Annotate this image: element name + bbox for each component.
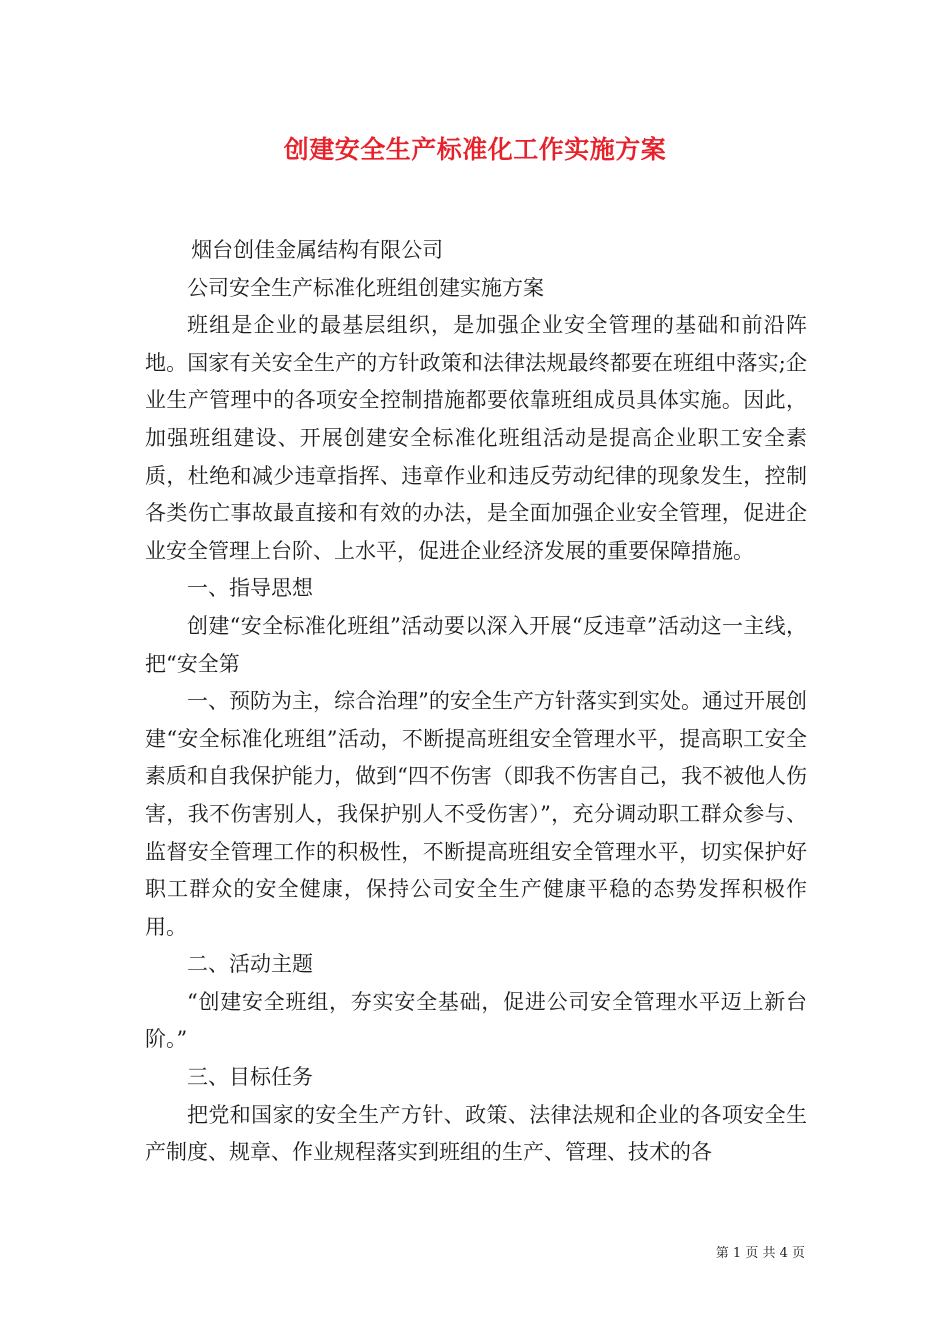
activity-theme-paragraph: “创建安全班组，夯实安全基础，促进公司安全管理水平迈上新台阶。” <box>145 989 807 1052</box>
guiding-ideology-paragraph-1: 创建“安全标准化班组”活动要以深入开展“反违章”活动这一主线，把“安全第 <box>145 613 807 676</box>
section-heading-activity-theme: 二、活动主题 <box>187 952 313 977</box>
section-heading-guiding-ideology: 一、指导思想 <box>187 576 313 601</box>
plan-subtitle: 公司安全生产标准化班组创建实施方案 <box>187 275 544 300</box>
section-heading-goals: 三、目标任务 <box>187 1065 313 1090</box>
goals-paragraph: 把党和国家的安全生产方针、政策、法律法规和企业的各项安全生产制度、规章、作业规程落实到班组的生产、管理、技术的各 <box>145 1102 807 1165</box>
document-title: 创建安全生产标准化工作实施方案 <box>283 135 667 164</box>
intro-paragraph: 班组是企业的最基层组织，是加强企业安全管理的基础和前沿阵地。国家有关安全生产的方针政策和法律法规最终都要在班组中落实;企业生产管理中的各项安全控制措施都要依靠班组成员具体实施。因此，加强班组建设、开展创建安全标准化班组活动是提高企业职工安全素质，杜绝和减少违章指挥、违章作业和违反劳动纪律的现象发生，控制各类伤亡事故最直接和有效的办法，是全面加强企业安全管理，促进企业安全管理上台阶、上水平，促进企业经济发展的重要保障措施。 <box>145 313 807 563</box>
guiding-ideology-paragraph-2: 一、预防为主，综合治理”的安全生产方针落实到实处。通过开展创建“安全标准化班组”活动，不断提高班组安全管理水平，提高职工安全素质和自我保护能力，做到“四不伤害（即我不伤害自己，我不被他人伤害，我不伤害别人，我保护别人不受伤害）”，充分调动职工群众参与、监督安全管理工作的积极性，不断提高班组安全管理水平，切实保护好职工群众的安全健康，保持公司安全生产健康平稳的态势发挥积极作用。 <box>145 689 807 939</box>
page-footer: 第 1 页 共 4 页 <box>715 1246 805 1261</box>
company-name: 烟台创佳金属结构有限公司 <box>191 238 444 262</box>
document-body <box>145 232 807 1172</box>
